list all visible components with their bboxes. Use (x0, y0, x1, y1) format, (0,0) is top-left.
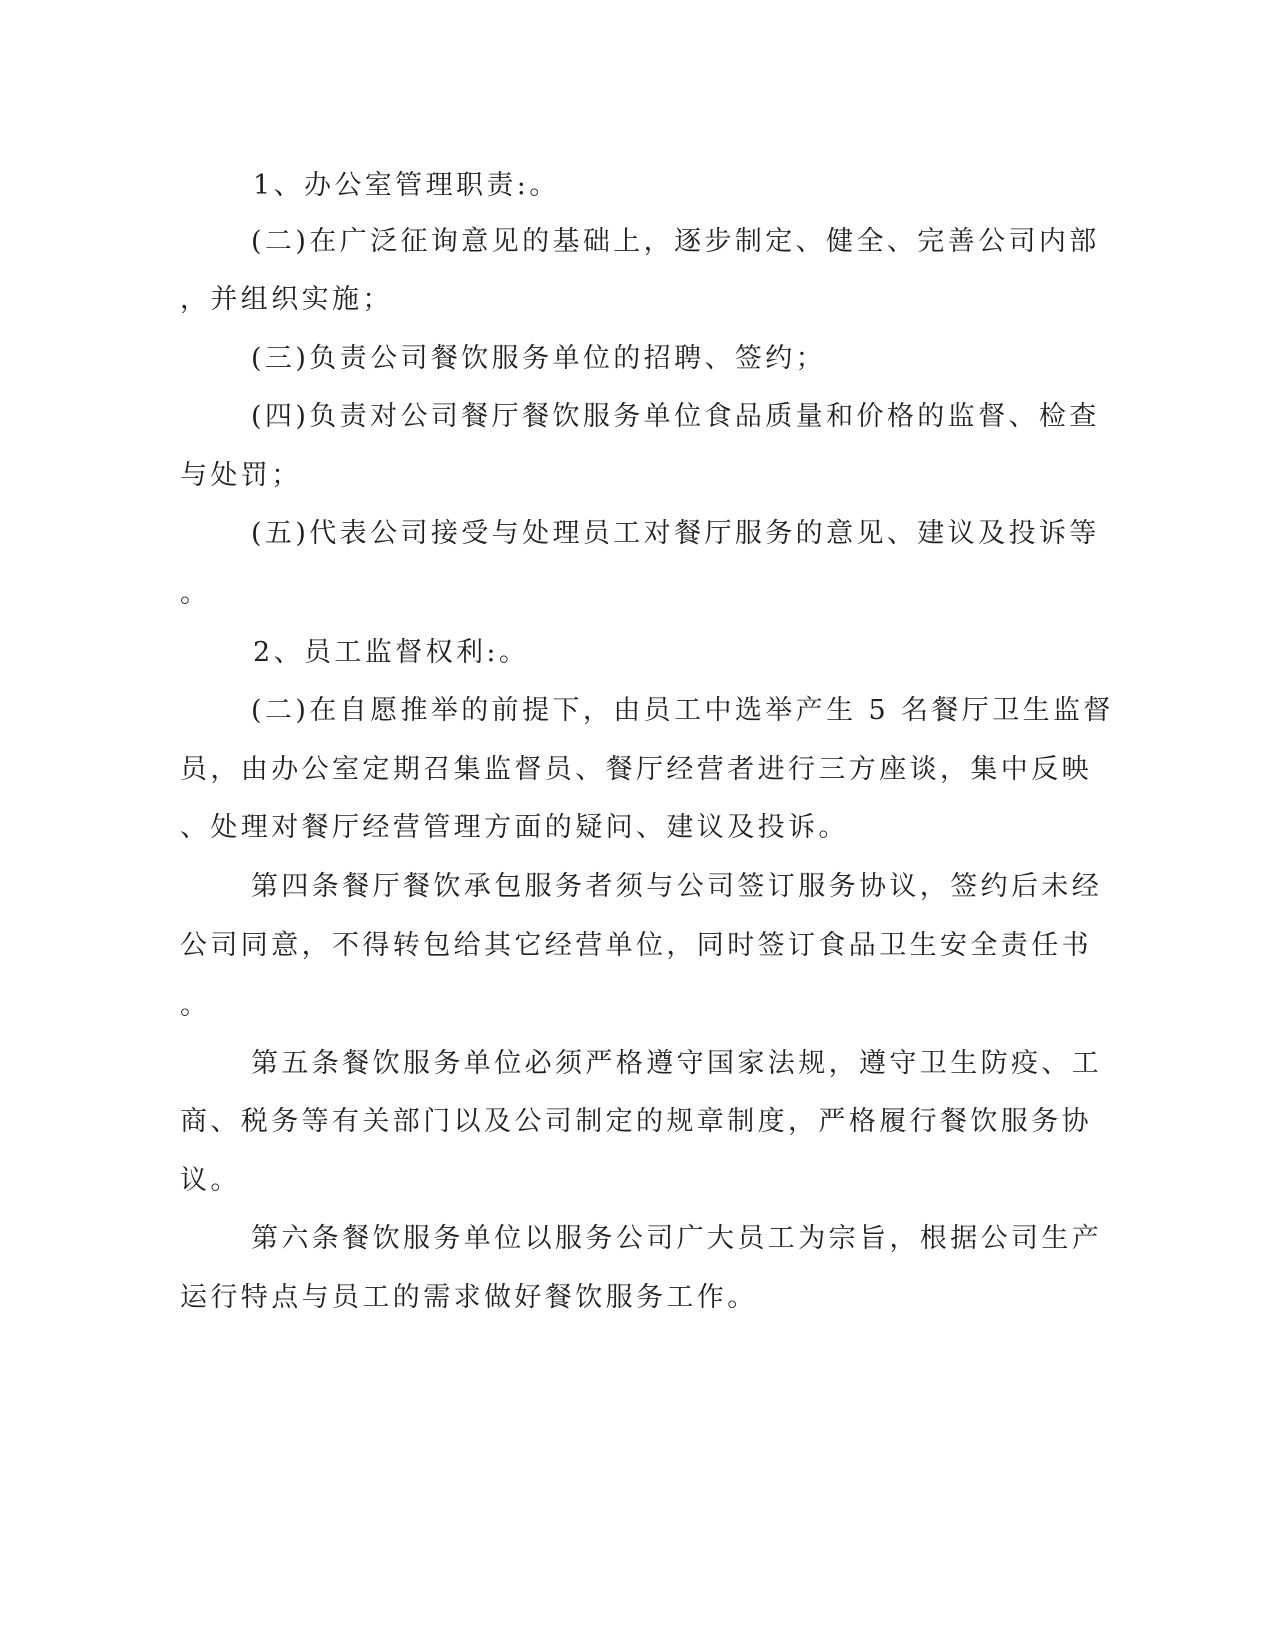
text-line: 。 (180, 578, 211, 609)
text-line: ，并组织实施； (180, 284, 393, 315)
text-line: 商、税务等有关部门以及公司制定的规章制度，严格履行餐饮服务协 (180, 1106, 1092, 1137)
text-line: 第四条餐厅餐饮承包服务者须与公司签订服务协议，签约后未经 (251, 871, 1103, 902)
text-line: 与处罚； (180, 460, 302, 491)
text-line: 。 (180, 990, 211, 1021)
text-line: 、处理对餐厅经营管理方面的疑问、建议及投诉。 (180, 812, 849, 843)
text-line: 运行特点与员工的需求做好餐饮服务工作。 (180, 1282, 758, 1313)
text-line: 议。 (180, 1165, 241, 1196)
text-line: 公司同意，不得转包给其它经营单位，同时签订食品卫生安全责任书 (180, 930, 1092, 961)
text-line: 第六条餐饮服务单位以服务公司广大员工为宗旨，根据公司生产 (251, 1223, 1103, 1254)
text-line: (二)在自愿推举的前提下，由员工中选举产生 5 名餐厅卫生监督 (251, 695, 1114, 726)
text-line: (五)代表公司接受与处理员工对餐厅服务的意见、建议及投诉等 (251, 518, 1100, 549)
text-line: (二)在广泛征询意见的基础上，逐步制定、健全、完善公司内部 (251, 226, 1100, 257)
text-line: (四)负责对公司餐厅餐饮服务单位食品质量和价格的监督、检查 (251, 401, 1100, 432)
text-line: 员，由办公室定期召集监督员、餐厅经营者进行三方座谈，集中反映 (180, 754, 1092, 785)
text-line: 2、员工监督权利:。 (253, 637, 530, 668)
text-line: 第五条餐饮服务单位必须严格遵守国家法规，遵守卫生防疫、工 (251, 1048, 1103, 1079)
text-line: 1、办公室管理职责:。 (253, 170, 560, 201)
text-line: (三)负责公司餐饮服务单位的招聘、签约； (251, 343, 827, 374)
